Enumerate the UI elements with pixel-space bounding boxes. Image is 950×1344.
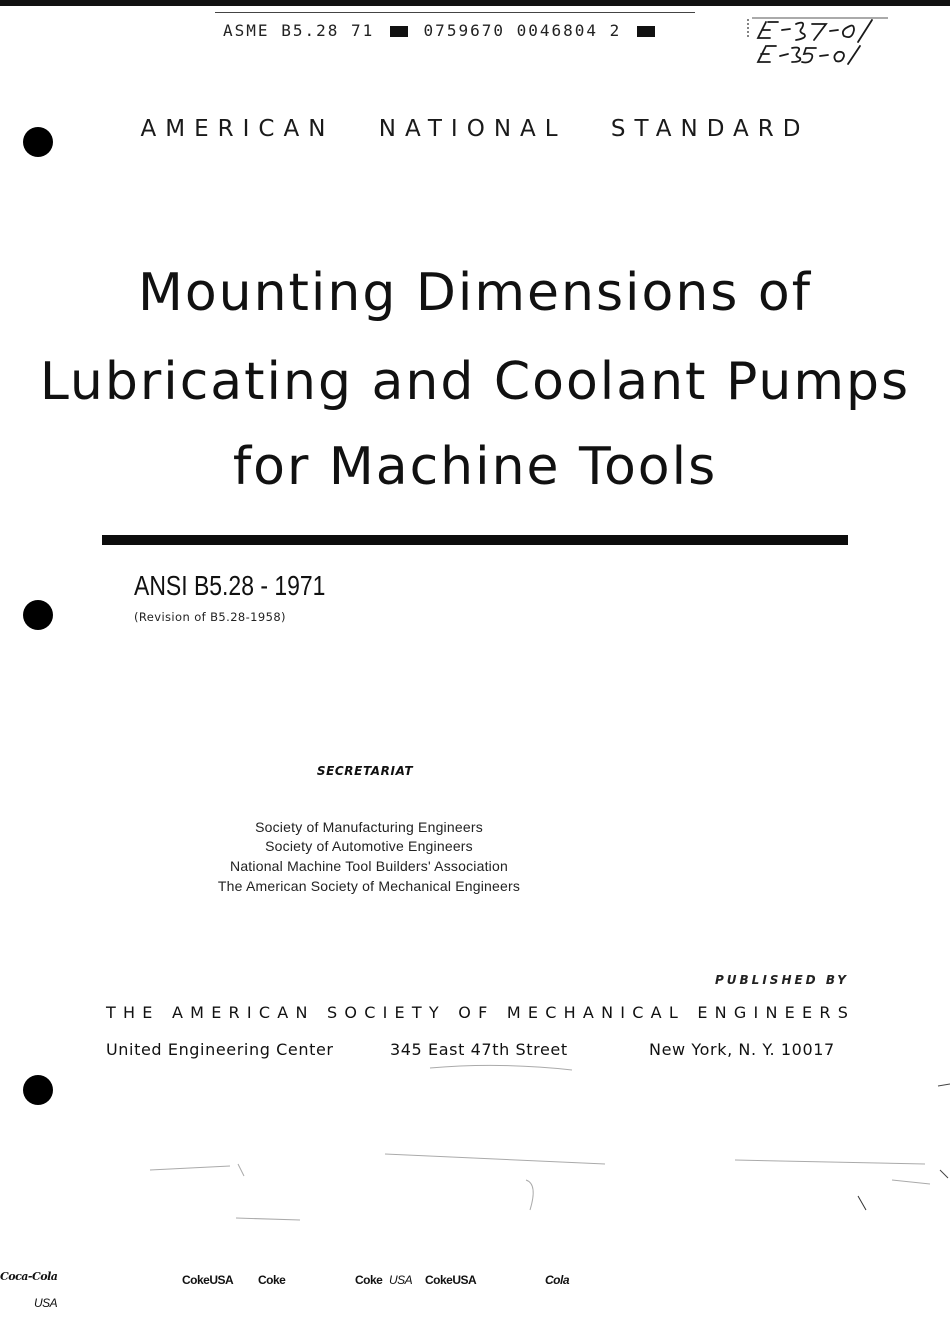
publisher-name-letter: G [733, 1003, 747, 1022]
publisher-name-letter: L [668, 1003, 678, 1022]
handwritten-note [740, 16, 890, 66]
publisher-name-word [306, 1003, 328, 1022]
publisher-name-letter: O [458, 1003, 471, 1022]
secretariat-org: National Machine Tool Builders' Association [230, 858, 508, 874]
publisher-name-letter: N [765, 1003, 778, 1022]
publisher-name-letter: O [344, 1003, 357, 1022]
publisher-name-letter: A [171, 1003, 183, 1022]
publisher-name-letter: N [295, 1003, 308, 1022]
publisher-name-letter: E [394, 1003, 405, 1022]
series-heading-word: NATIONAL [378, 116, 567, 142]
series-heading [0, 116, 950, 142]
publisher-name-letter: A [650, 1003, 662, 1022]
paper-stamp-item: Coke [258, 1273, 286, 1287]
header-code-left: ASME B5.28 71 [223, 21, 375, 40]
document-title-line: for Machine Tools [232, 437, 718, 497]
publisher-name-letter: H [123, 1003, 136, 1022]
paper-stamp-item: CokeUSA [182, 1273, 234, 1287]
publisher-name-letter: E [142, 1003, 153, 1022]
publisher-name-word [233, 1003, 301, 1022]
paper-stamp-item: Cola [545, 1273, 570, 1287]
handwritten-line-2 [758, 46, 860, 64]
publisher-name-letter: C [364, 1003, 376, 1022]
publisher-name-letter: E [527, 1003, 538, 1022]
paper-stamp-item: Coke [355, 1273, 383, 1287]
publisher-name-letter: I [246, 1003, 252, 1022]
handwritten-line-1 [758, 20, 872, 42]
publisher-name-letter: R [228, 1003, 240, 1022]
publisher-name-letter: C [258, 1003, 271, 1022]
publisher-name-letter: H [563, 1003, 576, 1022]
header-code-middle: 0759670 0046804 2 [423, 21, 622, 40]
paper-stamp-label: USA [34, 1296, 58, 1310]
secretariat-label: SECRETARIAT [316, 764, 414, 778]
publisher-name-letter: T [411, 1003, 422, 1022]
publisher-name-letter: A [582, 1003, 594, 1022]
secretariat-org: Society of Automotive Engineers [265, 838, 473, 854]
scan-artifacts [0, 1060, 950, 1260]
published-by-label: PUBLISHED BY [715, 973, 849, 987]
series-heading-word: STANDARD [610, 116, 810, 142]
publisher-name-letter: E [802, 1003, 813, 1022]
publisher-name-letter: N [601, 1003, 614, 1022]
revision-note: (Revision of B5.28-1958) [134, 610, 286, 624]
publisher-name-letter: E [784, 1003, 795, 1022]
publisher-name-letter: C [545, 1003, 557, 1022]
publisher-name-letter: S [837, 1003, 848, 1022]
publisher-name-letter: I [753, 1003, 759, 1022]
publisher-building: United Engineering Center [106, 1040, 334, 1059]
publisher-name-letter: T [106, 1003, 116, 1022]
publisher-name-letter: A [277, 1003, 289, 1022]
publisher-name-letter: R [819, 1003, 831, 1022]
paper-stamp-item: USA [389, 1273, 413, 1287]
publisher-name-letter: M [506, 1003, 521, 1022]
standard-designation: ANSI B5.28 - 1971 [134, 570, 326, 601]
header-black-mark [390, 26, 408, 37]
document-title-line: Lubricating and Coolant Pumps [39, 352, 911, 412]
publisher-city: New York, N. Y. 10017 [649, 1040, 835, 1059]
publisher-street: 345 East 47th Street [390, 1040, 568, 1059]
scan-top-rule [215, 12, 695, 13]
title-rule [102, 535, 848, 545]
publisher-name-word [444, 1003, 537, 1022]
publisher-name-letter: S [326, 1003, 338, 1022]
series-heading-word: AMERICAN [140, 116, 335, 142]
publisher-name-letter: E [697, 1003, 708, 1022]
publisher-name-letter: C [632, 1003, 644, 1022]
publisher-name-letter: E [211, 1003, 222, 1022]
publisher-name-letter: F [478, 1003, 488, 1022]
publisher-name-word [143, 1003, 228, 1022]
header-black-mark [637, 26, 655, 37]
publisher-name-letter: M [190, 1003, 204, 1022]
publisher-name-letter: I [620, 1003, 626, 1022]
paper-stamp-logo: Coca-Cola [0, 1270, 58, 1283]
paper-stamp-item: CokeUSA [425, 1273, 477, 1287]
scan-top-edge [0, 0, 950, 6]
publisher-name-letter: Y [428, 1003, 439, 1022]
secretariat-org: Society of Manufacturing Engineers [255, 819, 483, 835]
publisher-name-letter: I [382, 1003, 388, 1022]
publisher-name-word [333, 1003, 439, 1022]
publisher-name-word [106, 1003, 138, 1022]
binder-hole [23, 600, 53, 630]
document-title-line: Mounting Dimensions of [137, 263, 813, 323]
publisher-name-letter: N [714, 1003, 727, 1022]
secretariat-org: The American Society of Mechanical Engineers [217, 878, 521, 894]
